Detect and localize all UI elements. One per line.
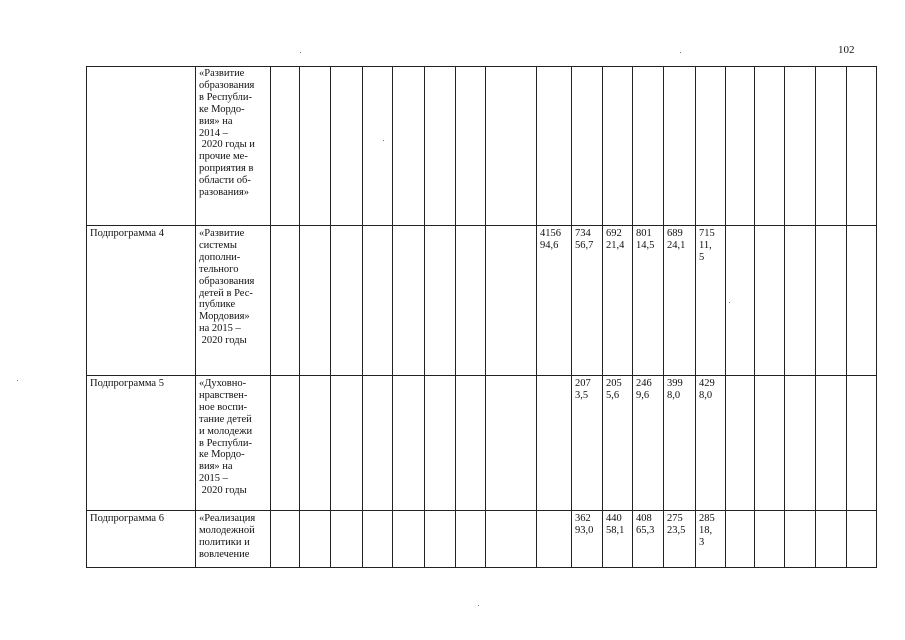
value-cell: 207 3,5	[575, 378, 591, 401]
scan-speck	[300, 52, 301, 53]
value-cell: 429 8,0	[699, 378, 715, 401]
row-program-name: «Реализация молодежной политики и вовлечение	[199, 513, 256, 560]
value-cell: 285 18, 3	[699, 513, 715, 548]
value-cell: 689 24,1	[667, 228, 686, 251]
scan-speck	[680, 52, 681, 53]
value-cell: 734 56,7	[575, 228, 594, 251]
scan-speck	[729, 302, 730, 303]
value-cell: 801 14,5	[636, 228, 655, 251]
value-cell: 692 21,4	[606, 228, 625, 251]
scan-speck	[383, 140, 384, 141]
value-cell: 408 65,3	[636, 513, 655, 536]
page-number: 102	[838, 44, 855, 56]
value-cell: 440 58,1	[606, 513, 625, 536]
value-cell: 399 8,0	[667, 378, 683, 401]
value-cell: 4156 94,6	[540, 228, 561, 251]
row-program-name: «Развитие образования в Республи- ке Мордо- вия» на 2014 – 2020 годы и прочие ме- роприятия в области об- разования»	[199, 68, 255, 199]
scan-speck	[17, 380, 18, 381]
value-cell: 275 23,5	[667, 513, 686, 536]
row-program-name: «Духовно- нравствен- ное воспи- тание детей и молодежи в Республи- ке Мордо- вия» на 2015 – 2020 годы	[199, 378, 253, 497]
value-cell: 362 93,0	[575, 513, 594, 536]
row-program-name: «Развитие системы дополни- тельного образования детей в Рес- публике Мордовия» на 2015 – 2020 годы	[199, 228, 255, 347]
value-cell: 205 5,6	[606, 378, 622, 401]
value-cell: 246 9,6	[636, 378, 652, 401]
row-program-label: Подпрограмма 4	[90, 228, 164, 239]
scan-speck	[478, 605, 479, 606]
budget-table	[86, 66, 877, 568]
row-program-label: Подпрограмма 6	[90, 513, 164, 524]
value-cell: 715 11, 5	[699, 228, 715, 263]
row-program-label: Подпрограмма 5	[90, 378, 164, 389]
